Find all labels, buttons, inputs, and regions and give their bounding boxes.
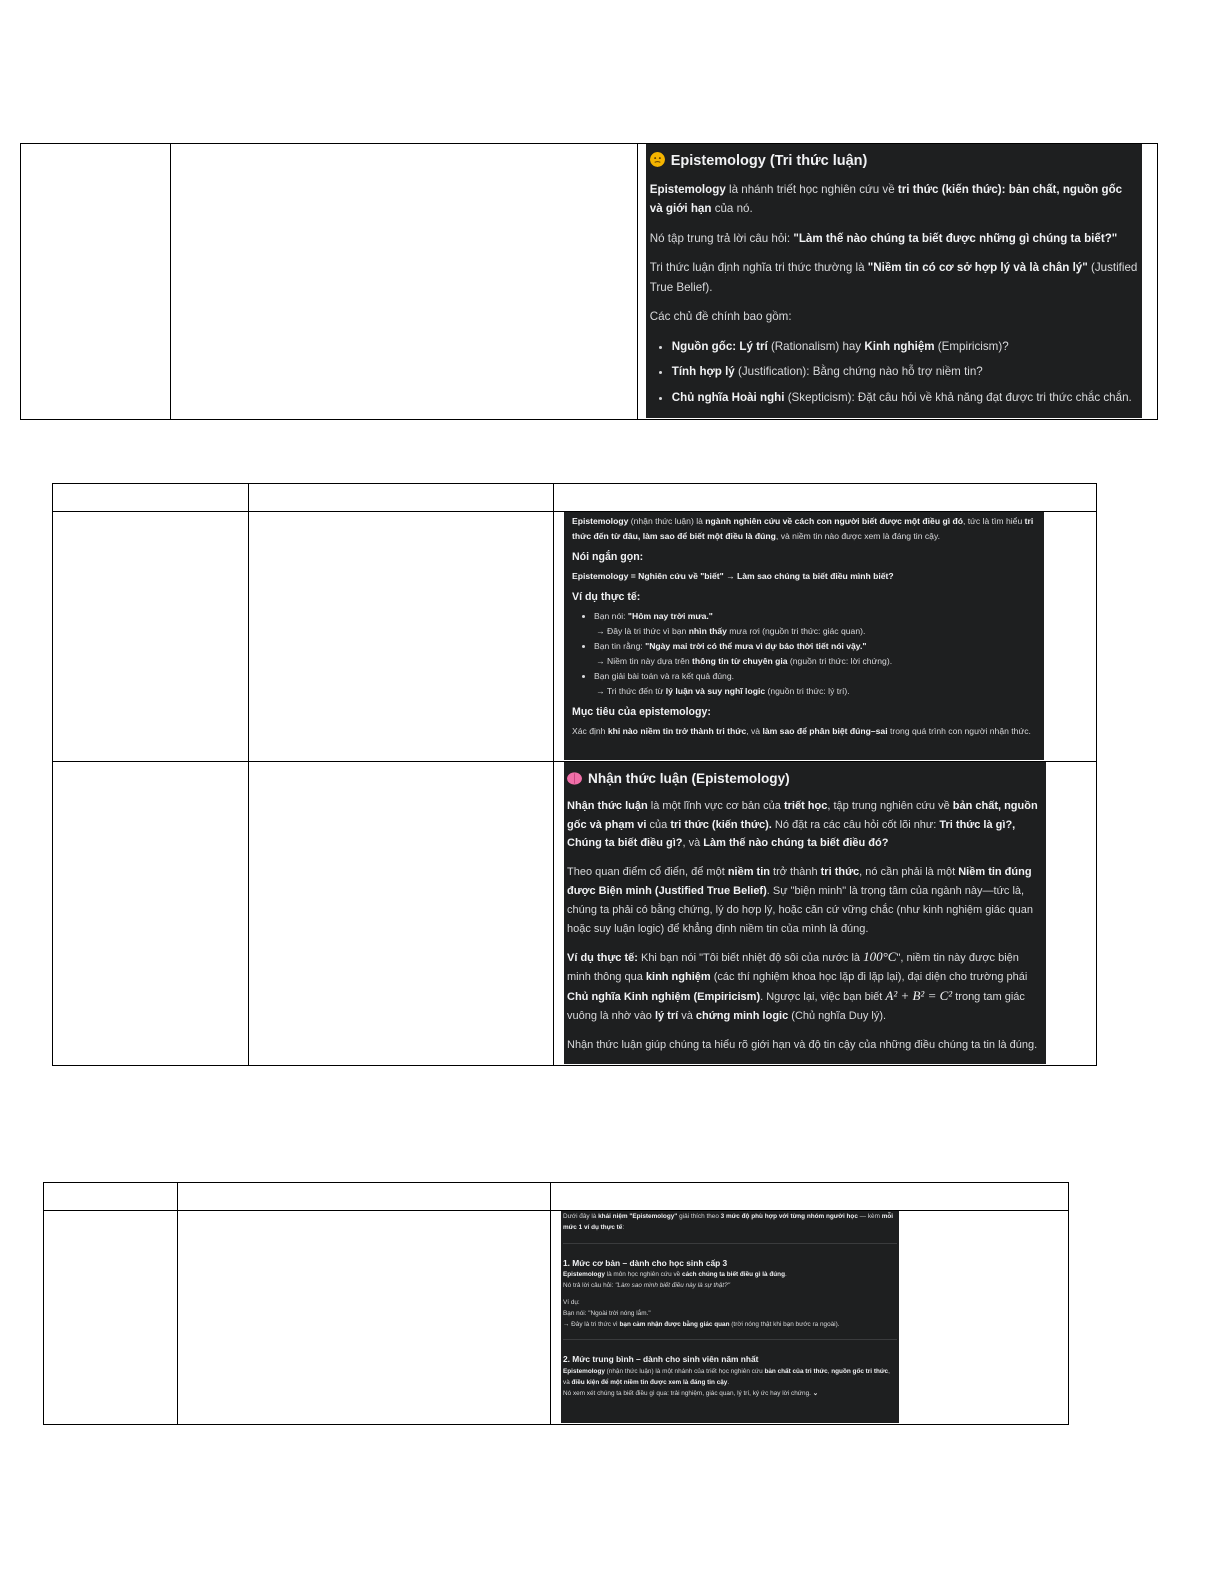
- table-2-row-2-cell-1: [53, 762, 249, 1066]
- divider: [563, 1243, 897, 1244]
- paragraph-definition: Epistemology (nhận thức luận) là ngành nghiên cứu về cách con người biết được một điều gì đó, tức là tìm hiểu tri thức đến từ đâu, làm sao để biết một điều là đúng, và niềm tin nào được xem là đáng tin cậy.: [572, 516, 1034, 541]
- list-item: • Bạn tin rằng: "Ngày mai trời có thể mưa vì dự báo thời tiết nói vậy." → Niềm tin này dựa trên thông tin từ chuyên gia (nguồn tri thức: lời chứng).: [594, 639, 1036, 669]
- section-heading: 2. Mức trung bình – dành cho sinh viên năm nhất: [563, 1354, 759, 1365]
- paragraph: → Đây là tri thức vì bạn cảm nhận được bằng giác quan (trời nóng thật khi bạn bước ra ngoài).: [563, 1320, 840, 1328]
- thinking-face-icon: [650, 152, 665, 167]
- gemini-response-screenshot-2: [564, 762, 1046, 1064]
- brain-icon: [567, 772, 582, 785]
- examples-list: [572, 609, 1036, 699]
- chatgpt-levels-screenshot: [561, 1211, 899, 1423]
- table-3-header-1: [44, 1183, 178, 1211]
- paragraph: Nó xem xét chúng ta biết điều gì qua: trải nghiệm, giác quan, lý trí, ký ức hay lời chứng. ⌄: [563, 1389, 819, 1397]
- table-3-row-1-cell-2: [178, 1211, 551, 1425]
- section-heading: Mục tiêu của epistemology:: [572, 706, 711, 718]
- paragraph: Epistemology (nhận thức luận) là một nhánh của triết học nghiên cứu bản chất của tri thức, nguồn gốc tri thức, và điều kiện để một niềm tin được xem là đáng tin cậy.: [563, 1368, 890, 1386]
- paragraph-goal: Xác định khi nào niềm tin trở thành tri thức, và làm sao để phân biệt đúng–sai trong quá trình con người nhận thức.: [572, 726, 1031, 736]
- heading-text: Nhận thức luận (Epistemology): [588, 771, 790, 786]
- paragraph-example: Ví dụ thực tế: Khi bạn nói "Tôi biết nhiệt độ sôi của nước là 100°C", niềm tin này được biện minh thông qua kinh nghiệm (các thí nghiệm khoa học lặp đi lặp lại), đại diện cho trường phái Chủ nghĩa Kinh nghiệm (Empiricism). Ngược lại, việc bạn biết A² + B² = C² trong tam giác vuông là nhờ vào lý trí và chứng minh logic (Chủ nghĩa Duy lý).: [567, 949, 1028, 1022]
- table-2-row-1-cell-2: [249, 512, 554, 762]
- chatgpt-response-screenshot: [564, 512, 1044, 760]
- section-heading: Nói ngắn gọn:: [572, 551, 644, 563]
- paragraph: Nó trả lời câu hỏi: "Làm sao mình biết điều này là sự thật?": [563, 1282, 730, 1290]
- table-2-row-1-cell-1: [53, 512, 249, 762]
- paragraph-summary: Epistemology = Nghiên cứu về "biết" → Làm sao chúng ta biết điều mình biết?: [572, 571, 894, 581]
- table-2-row-1-cell-3: [554, 512, 1097, 762]
- divider: [563, 1339, 897, 1340]
- paragraph-jtb: Theo quan điểm cổ điển, để một niềm tin trở thành tri thức, nó cần phải là một Niềm tin đúng được Biện minh (Justified True Belief). Sự "biện minh" là trọng tâm của ngành này—tức là, chúng ta phải có bằng chứng, lý do hợp lý, hoặc căn cứ vững chắc (như kinh nghiệm giác quan hoặc suy luận logic) để khẳng định niềm tin của mình là đúng.: [567, 866, 1033, 935]
- table-1-cell-1: [21, 144, 171, 420]
- table-2-row-2-cell-2: [249, 762, 554, 1066]
- paragraph-definition: Epistemology là nhánh triết học nghiên cứu về tri thức (kiến thức): bản chất, nguồn gốc và giới hạn của nó.: [649, 182, 1123, 215]
- paragraph-conclusion: Nhận thức luận giúp chúng ta hiểu rõ giới hạn và độ tin cậy của những điều chúng ta tin là đúng.: [567, 1038, 1038, 1051]
- table-2-row-2-cell-3: [554, 762, 1097, 1066]
- section-heading: Ví dụ thực tế:: [572, 591, 641, 603]
- list-item: • Nguồn gốc: Lý trí (Rationalism) hay Kinh nghiệm (Empiricism)?: [672, 337, 1138, 357]
- section-heading: 1. Mức cơ bản – dành cho học sinh cấp 3: [563, 1257, 728, 1268]
- table-3: [43, 1182, 1069, 1425]
- table-2-header-2: [249, 484, 554, 512]
- paragraph-jtb: Tri thức luận định nghĩa tri thức thường là "Niềm tin có cơ sở hợp lý và là chân lý" (Justified True Belief).: [649, 261, 1138, 294]
- table-2-header-3: [554, 484, 1097, 512]
- topics-list: [650, 337, 1138, 408]
- table-1-cell-3: [637, 144, 1157, 420]
- table-1-cell-2: [171, 144, 637, 420]
- list-item: • Tính hợp lý (Justification): Bằng chứng nào hỗ trợ niềm tin?: [672, 362, 1138, 382]
- table-3-row-1-cell-3: [551, 1211, 1069, 1425]
- paragraph-question: Nó tập trung trả lời câu hỏi: "Làm thế nào chúng ta biết được những gì chúng ta biết?": [649, 231, 1118, 245]
- paragraph-definition: Nhận thức luận là một lĩnh vực cơ bản của triết học, tập trung nghiên cứu về bản chất, nguồn gốc và phạm vi của tri thức (kiến thức). Nó đặt ra các câu hỏi cốt lõi như: Tri thức là gì?, Chúng ta biết điều gì?, và Làm thế nào chúng ta biết điều đó?: [567, 799, 1038, 850]
- scroll-down-icon: ⌄: [812, 1389, 819, 1397]
- paragraph: Bạn nói: "Ngoài trời nóng lắm.": [563, 1309, 651, 1317]
- table-1: [20, 143, 1158, 420]
- table-2: [52, 483, 1097, 1066]
- table-2-header-1: [53, 484, 249, 512]
- paragraph-intro: Dưới đây là khái niệm "Epistemology" giải thích theo 3 mức độ phù hợp với từng nhóm người học — kèm mỗi mức 1 ví dụ thực tế:: [563, 1213, 894, 1231]
- paragraph-topics-intro: Các chủ đề chính bao gồm:: [649, 310, 792, 323]
- table-3-header-2: [178, 1183, 551, 1211]
- gemini-response-screenshot: [646, 144, 1142, 418]
- paragraph: Ví dụ:: [563, 1298, 580, 1306]
- list-item: • Bạn giải bài toán và ra kết quả đúng. → Tri thức đến từ lý luận và suy nghĩ logic (nguồn tri thức: lý trí).: [594, 669, 1036, 699]
- list-item: • Bạn nói: "Hôm nay trời mưa." → Đây là tri thức vì bạn nhìn thấy mưa rơi (nguồn tri thức: giác quan).: [594, 609, 1036, 639]
- table-3-header-3: [551, 1183, 1069, 1211]
- list-item: • Chủ nghĩa Hoài nghi (Skepticism): Đặt câu hỏi về khả năng đạt được tri thức chắc chắn.: [672, 388, 1138, 408]
- table-3-row-1-cell-1: [44, 1211, 178, 1425]
- heading-text: Epistemology (Tri thức luận): [670, 153, 868, 169]
- screenshot-heading: [567, 770, 1043, 789]
- paragraph: Epistemology là môn học nghiên cứu về cách chúng ta biết điều gì là đúng.: [563, 1271, 787, 1279]
- screenshot-heading: [650, 152, 1138, 172]
